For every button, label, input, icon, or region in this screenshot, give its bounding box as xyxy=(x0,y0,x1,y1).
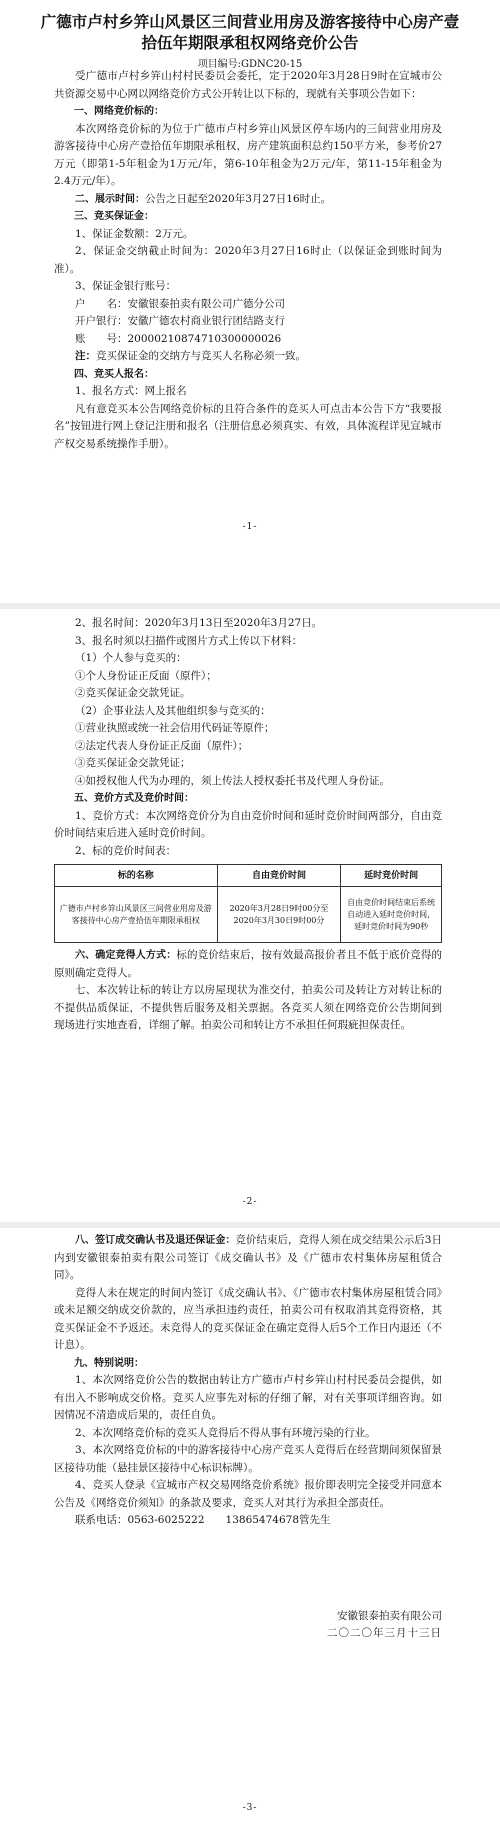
schedule-label: 2、标的竞价时间表： xyxy=(75,844,177,857)
table-header-cell: 延时竞价时间 xyxy=(341,865,442,887)
section-8-heading: 八、签订成交确认书及退还保证金： xyxy=(75,1235,236,1246)
page-title: 广德市卢村乡笄山风景区三间营业用房及游客接待中心房产壹拾伍年期限承租权网络竞价公告 xyxy=(40,13,460,52)
table-header-cell: 自由竞价时间 xyxy=(217,865,341,887)
section-6-text: 标的竞价结束后，按有效最高报价者且不低于底价竞得的原则确定竞得人。 xyxy=(54,949,443,979)
signature-date: 二〇二〇年三月十三日 xyxy=(327,1627,442,1639)
registration-method: 1、报名方式：网上报名 xyxy=(75,385,187,397)
page-3-body xyxy=(54,1232,442,1643)
bidding-schedule-table xyxy=(54,864,442,943)
section-8-text-1: 竞价结束后，竞得人须在成交结果公示后3日内到安徽银泰拍卖有限公司签订《成交确认书》及《广德市农村集体房屋租赁合同》。 xyxy=(54,1234,442,1281)
organization-item-1: ①营业执照或统一社会信用代码证等原件； xyxy=(75,722,275,734)
table-cell: 自由竞价时间结束后系统自动进入延时竞价时间，延时竞价时间为90秒 xyxy=(341,887,442,943)
section-9-heading: 九、特别说明： xyxy=(74,1357,144,1369)
section-1-heading: 一、网络竞价标的： xyxy=(74,106,164,117)
account-number: 账 号：20000210874710300000026 xyxy=(75,332,282,345)
special-note-3: 3、本次网络竞价标的中的游客接待中心房产竞买人竞得后在经营期间须保留景区接待功能（悬挂景区接待中心标识标牌）。 xyxy=(54,1444,442,1474)
section-2-text: 公告之日起至2020年3月27日16时止。 xyxy=(145,192,332,205)
page-3 xyxy=(0,1228,500,1829)
section-2 xyxy=(54,191,442,209)
account-name: 户 名：安徽银泰拍卖有限公司广德分公司 xyxy=(75,297,285,310)
project-code: 项目编号:GDNC20-15 xyxy=(197,59,303,70)
note-text: 竞买保证金的交纳方与竞买人名称必须一致。 xyxy=(96,350,306,362)
page-number-3: -3- xyxy=(242,1803,258,1813)
table-header-row xyxy=(55,865,442,887)
page-separator xyxy=(0,603,500,609)
page-number-1: -1- xyxy=(242,522,258,532)
group-organization: （2）企事业法人及其他组织参与竞买的： xyxy=(75,704,271,717)
deposit-account-label: 3、保证金银行账号： xyxy=(75,280,177,292)
deposit-deadline: 2、保证金交纳截止时间为：2020年3月27日16时止（以保证金到账时间为准）。 xyxy=(54,245,442,275)
page-number-2: -2- xyxy=(242,1197,258,1207)
section-6-heading: 六、确定竞得人方式： xyxy=(75,950,177,961)
note-label: 注： xyxy=(75,350,96,362)
individual-item-2: ②竞买保证金交款凭证。 xyxy=(75,687,191,699)
individual-item-1: ①个人身份证正反面（原件）； xyxy=(75,669,217,682)
signature-spacer xyxy=(54,1530,442,1608)
special-note-1: 1、本次网络竞价公告的数据由转让方广德市卢村乡笄山村村民委员会提供，如有出入不影响成交价格。竞买人应事先对标的仔细了解，对有关事项详细咨询。如因情况不清造成后果的，责任自负。 xyxy=(54,1374,442,1421)
signature-company: 安徽银泰拍卖有限公司 xyxy=(337,1609,442,1622)
section-6 xyxy=(54,947,442,982)
section-8-text-2: 竞得人未在规定的时间内签订《成交确认书》、《广德市农村集体房屋租赁合同》或未足额交纳成交价款的，应当承担违约责任，拍卖公司有权取消其竞得资格，其竞买保证金不予返还。未竞得人的竞买保证金在确定竞得人后5个工作日内退还（不计息）。 xyxy=(54,1286,442,1351)
section-7-text: 七、本次转让标的转让方以房屋现状为准交付，拍卖公司及转让方对转让标的不提供品质保证，不提供售后服务及相关票据。各竞买人须在网络竞价公告期间到现场进行实地查看，详细了解。拍卖公司和转让方不承担任何瑕疵担保责任。 xyxy=(54,984,442,1031)
deposit-amount: 1、保证金数额：2万元。 xyxy=(75,227,194,240)
table-cell: 2020年3月28日9时00分至2020年3月30日9时00分 xyxy=(217,887,341,943)
organization-item-3: ③竞买保证金交款凭证； xyxy=(75,757,191,769)
page-2 xyxy=(0,611,500,1222)
registration-text: 凡有意竞买本公告网络竞价标的且符合条件的竞买人可点击本公告下方“我要报名”按钮进行网上登记注册和报名（注册信息必须真实、有效，具体流程详见宣城市产权交易系统操作手册）。 xyxy=(54,402,442,450)
bidding-method: 1、竞价方式：本次网络竞价分为自由竞价时间和延时竞价时间两部分，自由竞价时间结束后进入延时竞价时间。 xyxy=(54,809,442,839)
organization-item-2: ②法定代表人身份证正反面（原件）； xyxy=(75,739,249,752)
section-1-text: 本次网络竞价标的为位于广德市卢村乡笄山风景区停车场内的三间营业用房及游客接待中心房产壹拾伍年期限承租权，房产建筑面积总约150平方米，参考价27万元（即第1-5年租金为1万元/年，第6-10年租金为2万元/年，第11-15年租金为2.4万元/年）。 xyxy=(54,122,442,187)
special-note-4: 4、竞买人登录《宣城市产权交易网络竞价系统》报价即表明完全接受并同意本公告及《网络竞价须知》的条款及要求，竞买人对其行为承担全部责任。 xyxy=(54,1479,442,1509)
group-individual: （1）个人参与竞买的： xyxy=(75,652,187,664)
deposit-note xyxy=(54,348,442,366)
page-1 xyxy=(0,0,500,603)
section-3-heading: 三、竞买保证金： xyxy=(74,211,154,222)
intro-paragraph: 受广德市卢村乡笄山村村民委员会委托，定于2020年3月28日9时在宣城市公共资源交易中心网以网络竞价方式公开转让以下标的，现就有关事项公告如下： xyxy=(54,70,442,100)
page-2-body xyxy=(54,615,442,1035)
table-row xyxy=(55,887,442,943)
organization-item-4: ④如授权他人代为办理的，须上传法人授权委托书及代理人身份证。 xyxy=(75,774,390,787)
table-header-cell: 标的名称 xyxy=(55,865,218,887)
page-1-body xyxy=(54,68,442,453)
section-8 xyxy=(54,1232,442,1285)
special-note-2: 2、本次网络竞价标的竞买人竞得后不得从事有环境污染的行业。 xyxy=(75,1426,376,1439)
registration-materials: 3、报名时须以扫描件或图片方式上传以下材料： xyxy=(75,634,303,647)
registration-time: 2、报名时间：2020年3月13日至2020年3月27日。 xyxy=(75,617,323,629)
section-4-heading: 四、竞买人报名： xyxy=(74,368,154,380)
account-bank: 开户银行：安徽广德农村商业银行团结路支行 xyxy=(75,315,285,327)
contact-info: 联系电话：0563-6025222 13865474678管先生 xyxy=(75,1514,331,1526)
table-cell: 广德市卢村乡笄山风景区三间营业用房及游客接待中心房产壹拾伍年期限承租权 xyxy=(55,887,218,943)
section-5-heading: 五、竞价方式及竞价时间： xyxy=(74,793,194,804)
section-2-heading: 二、展示时间： xyxy=(75,193,145,205)
